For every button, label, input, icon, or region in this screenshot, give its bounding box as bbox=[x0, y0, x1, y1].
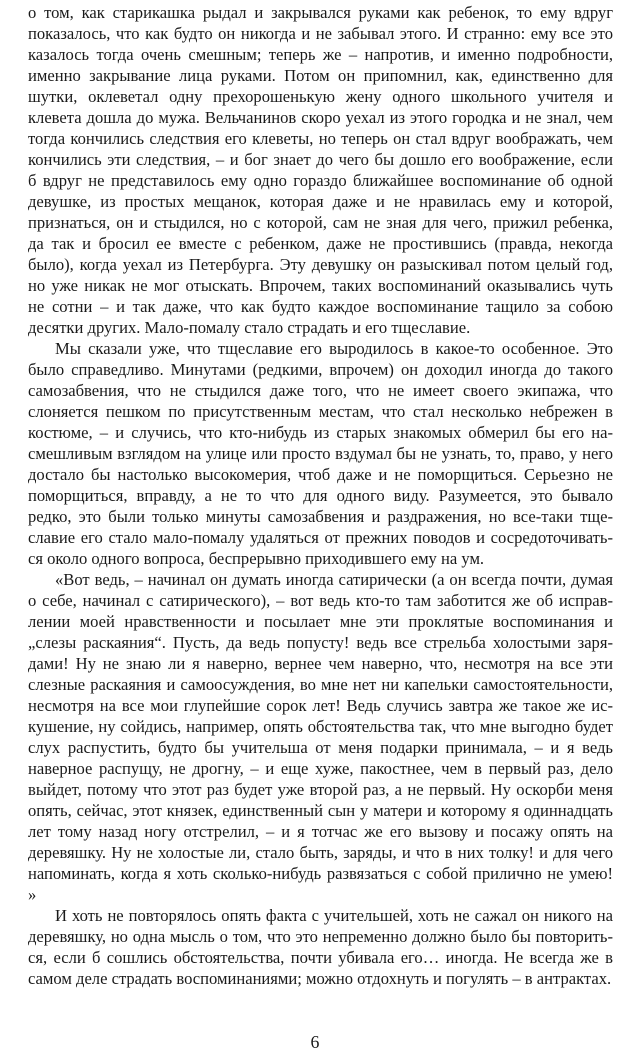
text-line: слух распустить, будто бы учительша от меня подарки принимала, – и я ведь bbox=[28, 738, 613, 757]
text-line: кончились эти следствия, – и бог знает до чего бы дошло его воображение, если bbox=[28, 150, 613, 169]
text-line: десятки других. Мало-помалу стало страдать и его тщеславие. bbox=[28, 318, 471, 337]
text-line: «Вот ведь, – начинал он думать иногда сатирически (а он всегда почти, думая bbox=[55, 570, 613, 589]
text-line: костюме, – и случись, что кто-нибудь из старых знакомых обмерил бы его на- bbox=[28, 423, 613, 442]
text-line: б вдруг не представилось ему одно гораздо ближайшее воспоминание об одной bbox=[28, 171, 613, 190]
text-line: ся, если б сошлись обстоятельства, почти убивала его… иногда. Не всегда же в bbox=[28, 948, 613, 967]
page-number: 6 bbox=[310, 1032, 320, 1052]
text-line: напоминать, когда я хоть сколько-нибудь развязаться с собой прилично не умею! bbox=[28, 864, 613, 883]
text-line: девушке, из простых мещанок, которая даже и не нравилась ему и которой, bbox=[28, 192, 613, 211]
text-line: о себе, начинал с сатирического), – вот ведь кто-то там заботится же об исправ- bbox=[28, 591, 613, 610]
text-line: казалось тогда очень смешным; теперь же – напротив, и именно подробности, bbox=[28, 45, 613, 64]
text-line: признаться, он и стыдился, но с которой, сам не зная для чего, прижил ребенка, bbox=[28, 213, 613, 232]
text-line: показалось, что как будто он никогда и не забывал этого. И странно: ему все это bbox=[28, 24, 613, 43]
text-line: именно закрывание лица руками. Потом он припомнил, как, единственно для bbox=[28, 66, 613, 85]
text-line: шутки, оклеветал одну прехорошенькую жену одного школьного учителя и bbox=[28, 87, 613, 106]
text-line: редко, это были только минуты самозабвения и раздражения, но все-таки тще- bbox=[28, 507, 613, 526]
text-line: слезные раскаяния и самоосуждения, во мне нет ни капельки самостоятельности, bbox=[28, 675, 613, 694]
text-line: „слезы раскаяния“. Пусть, да ведь попусту! ведь все стрельба холостыми заря- bbox=[28, 633, 613, 652]
text-line: славие его стало мало-помалу удаляться от прежних поводов и сосредоточивать- bbox=[28, 528, 613, 547]
text-line: поморщиться, вправду, а не то что для одного виду. Разумеется, это бывало bbox=[28, 486, 613, 505]
text-line: выйдет, потому что этот раз будет уже второй раз, а не первый. Ну оскорби меня bbox=[28, 780, 613, 799]
text-line: лет тому назад ногу отстрелил, – и я тотчас же его вызову и посажу опять на bbox=[28, 822, 613, 841]
text-line: несмотря на все мои глупейшие сорок лет! Ведь случись завтра же такое же ис- bbox=[28, 696, 613, 715]
text-line: о том, как старикашка рыдал и закрывался руками как ребенок, то ему вдруг bbox=[28, 3, 613, 22]
text-line: не сотни – и так даже, что как будто каждое воспоминание тащило за собою bbox=[28, 297, 613, 316]
text-line: деревяшку. Ну не холостые ли, стало быть, заряды, и что в них толку! и для чего bbox=[28, 843, 613, 862]
text-line: да так и бросил ее вместе с ребенком, даже не простившись (правда, некогда bbox=[28, 234, 613, 253]
text-line: достало бы настолько высокомерия, чтоб даже и не поморщиться. Серьезно не bbox=[28, 465, 613, 484]
text-line: » bbox=[28, 885, 37, 904]
text-line: смешливым взглядом на улице или просто вздумал бы не узнать, то, право, у него bbox=[28, 444, 613, 463]
text-line: но уже никак не мог отыскать. Впрочем, таких воспоминаний оказывались чуть bbox=[28, 276, 613, 295]
text-line: лении моей нравственности и посылает мне эти проклятые воспоминания и bbox=[28, 612, 613, 631]
text-line: тогда кончились следствия его клеветы, но теперь он стал вдруг воображать, чем bbox=[28, 129, 613, 148]
text-line: деревяшку, но одна мысль о том, что это непременно должно было бы повторить- bbox=[28, 927, 613, 946]
text-line: ся около одного вопроса, беспрерывно приходившего ему на ум. bbox=[28, 549, 485, 568]
text-line: самозабвения, что не стыдился даже того, что не имеет своего экипажа, что bbox=[28, 381, 613, 400]
text-line: слоняется пешком по присутственным местам, что стал несколько небрежен в bbox=[28, 402, 613, 421]
text-line: дами! Ну не знаю ли я наверно, вернее чем наверно, что, несмотря на все эти bbox=[28, 654, 613, 673]
text-line: И хоть не повторялось опять факта с учительшей, хоть не сажал он никого на bbox=[55, 906, 613, 925]
text-line: Мы сказали уже, что тщеславие его выродилось в какое-то особенное. Это bbox=[55, 339, 613, 358]
text-line: было), когда уехал из Петербурга. Эту девушку он разыскивал потом целый год, bbox=[28, 255, 613, 274]
text-line: кушение, ну сойдись, например, опять обстоятельства так, что мне выгодно будет bbox=[28, 717, 613, 736]
text-line: клевета дошла до мужа. Вельчанинов скоро уехал из этого городка и не знал, чем bbox=[28, 108, 613, 127]
text-line: опять, сейчас, этот князек, единственный сын у матери и которому я одиннадцать bbox=[28, 801, 613, 820]
text-line: наверное распущу, не дрогну, – и еще хуже, пакостнее, чем в первый раз, дело bbox=[28, 759, 613, 778]
text-line: было справедливо. Минутами (редкими, впрочем) он доходил иногда до такого bbox=[28, 360, 613, 379]
text-line: самом деле страдать воспоминаниями; можно отдохнуть и погулять – в антрактах. bbox=[28, 969, 612, 988]
